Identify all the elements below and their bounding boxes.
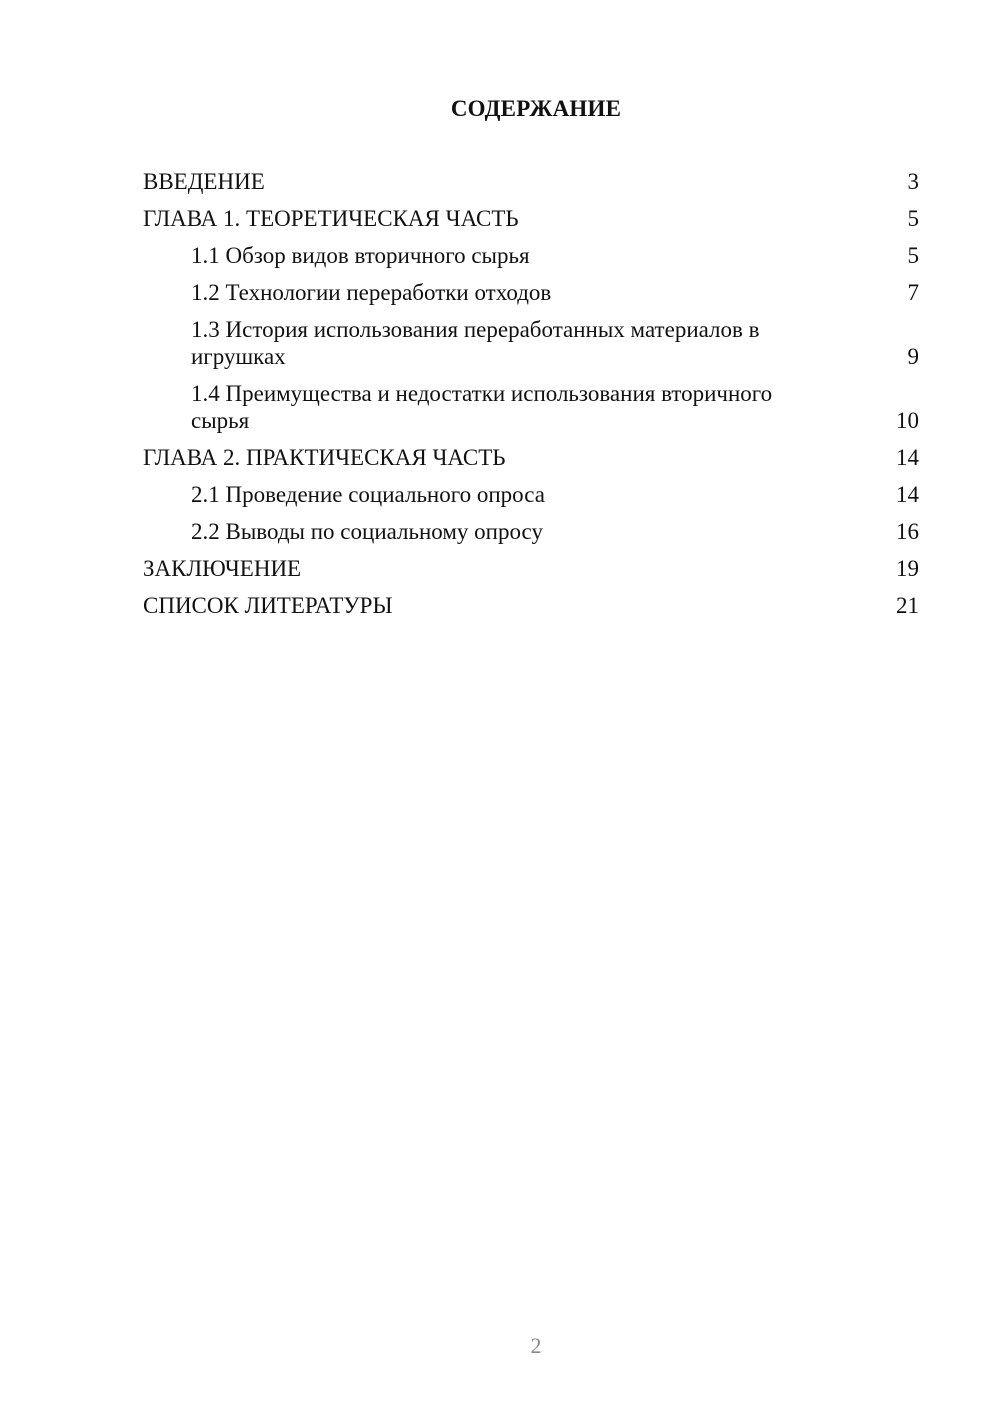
toc-entry-references[interactable] xyxy=(143,592,919,619)
toc-entry-chapter-2[interactable] xyxy=(143,444,919,471)
toc-entry-page: 10 xyxy=(896,408,919,433)
toc-entry-text: ГЛАВА 2. ПРАКТИЧЕСКАЯ ЧАСТЬ xyxy=(143,445,506,470)
toc-entry-page: 3 xyxy=(907,169,919,194)
toc-entry-section-1-3[interactable] xyxy=(143,316,919,370)
page-title: СОДЕРЖАНИЕ xyxy=(450,96,622,121)
toc-entry-page: 14 xyxy=(896,482,919,507)
toc-entry-page: 5 xyxy=(907,206,919,231)
table-of-contents xyxy=(143,168,919,629)
toc-entry-introduction[interactable] xyxy=(143,168,919,195)
toc-entry-page: 14 xyxy=(896,445,919,470)
toc-entry-section-2-1[interactable] xyxy=(143,481,919,508)
toc-entry-conclusion[interactable] xyxy=(143,555,919,582)
toc-entry-chapter-1[interactable] xyxy=(143,205,919,232)
page-number: 2 xyxy=(530,1333,542,1358)
toc-entry-text: СПИСОК ЛИТЕРАТУРЫ xyxy=(143,593,393,618)
toc-entry-page: 5 xyxy=(907,243,919,268)
toc-entry-text: 1.4 Преимущества и недостатки использования вторичного сырья xyxy=(191,381,773,433)
toc-entry-text: ВВЕДЕНИЕ xyxy=(143,169,265,194)
toc-entry-text: 2.2 Выводы по социальному опросу xyxy=(191,519,543,544)
toc-entry-page: 16 xyxy=(896,519,919,544)
toc-entry-text: ГЛАВА 1. ТЕОРЕТИЧЕСКАЯ ЧАСТЬ xyxy=(143,206,519,231)
toc-entry-page: 21 xyxy=(896,593,919,618)
toc-entry-text: 1.3 История использования переработанных материалов в игрушках xyxy=(191,317,760,369)
toc-entry-text: 1.1 Обзор видов вторичного сырья xyxy=(191,243,530,268)
toc-entry-page: 9 xyxy=(907,344,919,369)
toc-entry-section-1-4[interactable] xyxy=(143,380,919,434)
toc-entry-section-1-2[interactable] xyxy=(143,279,919,306)
toc-entry-section-1-1[interactable] xyxy=(143,242,919,269)
toc-entry-page: 19 xyxy=(896,556,919,581)
toc-entry-page: 7 xyxy=(907,280,919,305)
toc-entry-text: ЗАКЛЮЧЕНИЕ xyxy=(143,556,302,581)
toc-entry-text: 1.2 Технологии переработки отходов xyxy=(191,280,552,305)
toc-entry-section-2-2[interactable] xyxy=(143,518,919,545)
toc-entry-text: 2.1 Проведение социального опроса xyxy=(191,482,545,507)
